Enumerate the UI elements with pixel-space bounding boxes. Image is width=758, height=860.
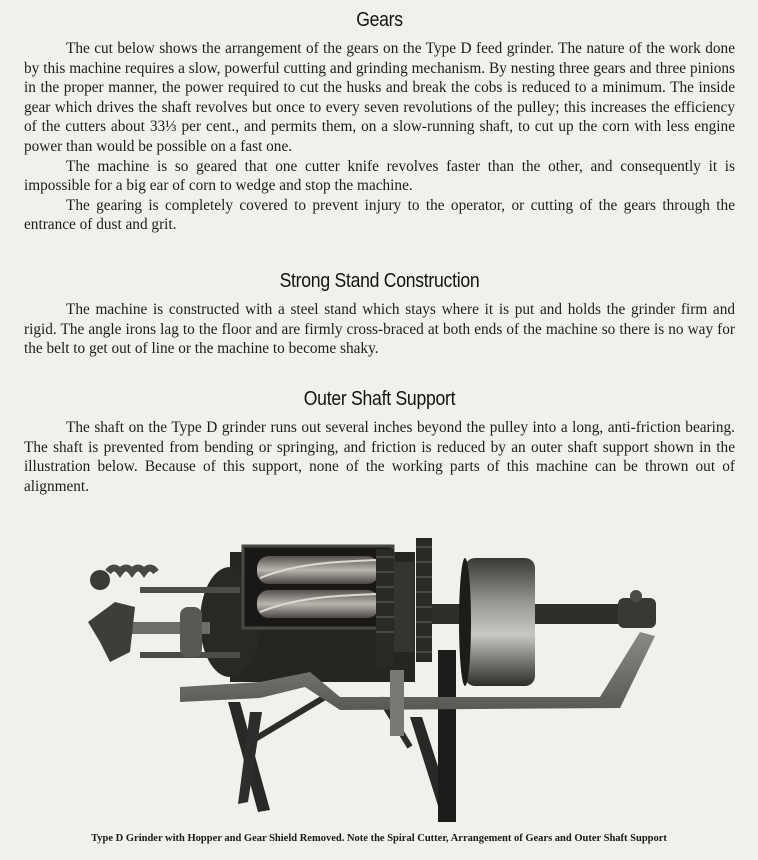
grinder-illustration bbox=[80, 512, 680, 827]
heading-gears: Gears bbox=[356, 9, 403, 31]
section-gears-heading-wrap bbox=[24, 9, 735, 32]
paragraph: The machine is so geared that one cutter knife revolves faster than the other, and consequently it is impossible for a big ear of corn to wedge and stop the machine. bbox=[24, 157, 735, 195]
heading-outer-shaft: Outer Shaft Support bbox=[303, 388, 456, 410]
section-gears-body bbox=[24, 39, 735, 235]
section-outer-body bbox=[24, 418, 735, 496]
section-outer-heading-wrap bbox=[24, 388, 735, 411]
grinder-drawing-icon bbox=[80, 512, 680, 827]
paragraph: The gearing is completely covered to prevent injury to the operator, or cutting of the gears through the entrance of dust and grit. bbox=[24, 196, 735, 234]
section-stand-body bbox=[24, 300, 735, 359]
heading-strong-stand: Strong Stand Construction bbox=[279, 270, 480, 292]
section-stand-heading-wrap bbox=[24, 270, 735, 293]
paragraph: The machine is constructed with a steel stand which stays where it is put and holds the grinder firm and rigid. The angle irons lag to the floor and are firmly cross-braced at both ends of the machine so there is no way for the belt to get out of line or the machine to become shaky. bbox=[24, 301, 735, 358]
figure-caption: Type D Grinder with Hopper and Gear Shield Removed. Note the Spiral Cutter, Arrangement of Gears and Outer Shaft Support bbox=[91, 833, 667, 844]
paragraph: The shaft on the Type D grinder runs out several inches beyond the pulley into a long, anti-friction bearing. The shaft is prevented from bending or springing, and friction is reduced by an outer shaft support shown in the illustration below. Because of this support, none of the working parts of this machine can be thrown out of alignment. bbox=[24, 419, 735, 495]
paragraph: The cut below shows the arrangement of the gears on the Type D feed grinder. The nature of the work done by this machine requires a slow, powerful cutting and grinding mechanism. By nesting three gears and three pinions in the proper manner, the power required to cut the husks and break the cobs is reduced to a minimum. The inside gear which drives the shaft revolves but once to every seven revolutions of the pulley; this increases the efficiency of the cutters about 33⅓ per cent., and permits them, on a slow-running shaft, to cut up the corn with less engine power than would be possible on a fast one. bbox=[24, 40, 735, 155]
